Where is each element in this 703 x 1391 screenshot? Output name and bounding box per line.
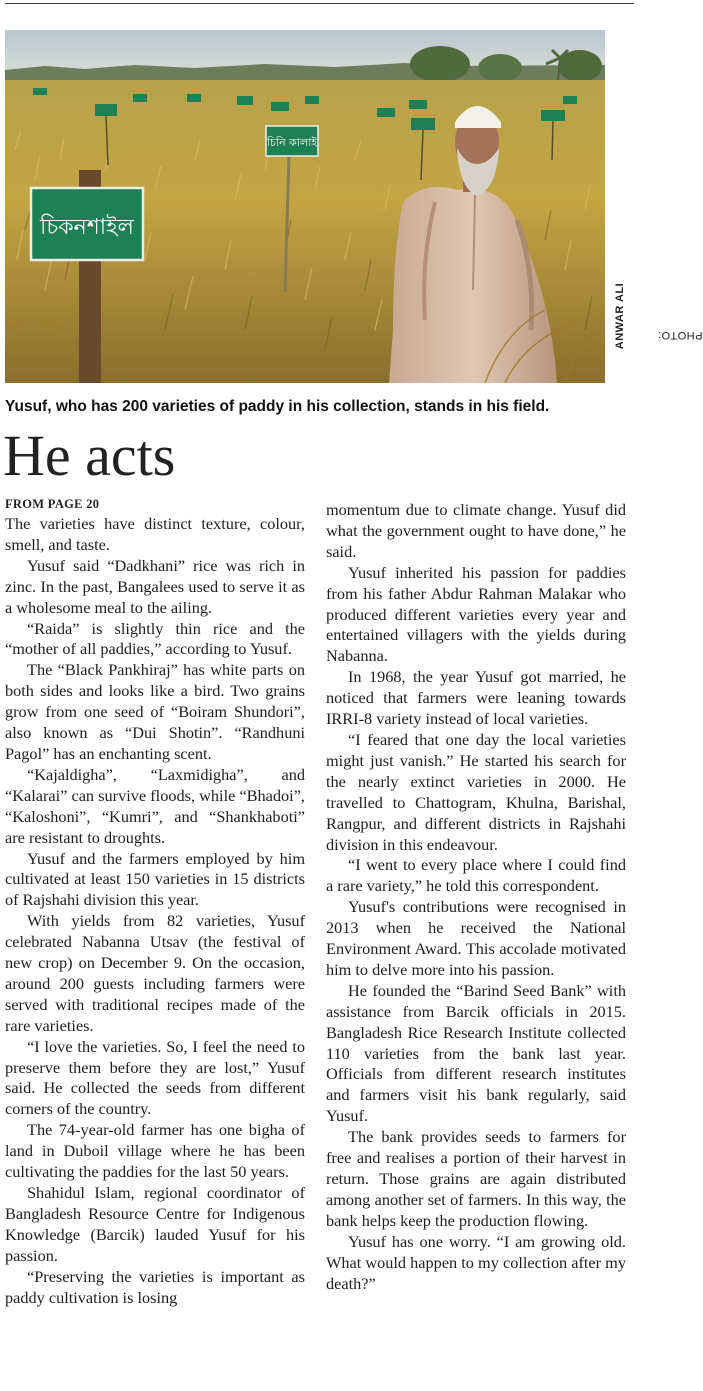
paragraph: Yusuf inherited his passion for paddies from his father Abdur Rahman Malakar who produced different varieties every year and entertained villagers with the yields during Nabanna. <box>326 562 626 666</box>
paragraph: “I went to every place where I could find a rare variety,” he told this correspondent. <box>326 855 626 896</box>
paragraph: In 1968, the year Yusuf got married, he noticed that farmers were leaning towards IRRI-8 variety instead of local varieties. <box>326 667 626 729</box>
paragraph: Yusuf's contributions were recognised in 2013 when he received the National Environment Award. This accolade motivated him to delve more into his passion. <box>326 897 626 979</box>
headline: He acts <box>3 423 176 488</box>
paragraph: momentum due to climate change. Yusuf did what the government ought to have done,” he said. <box>326 500 626 561</box>
paragraph: The 74-year-old farmer has one bigha of land in Duboil village where he has been cultivating the paddies for the last 50 years. <box>5 1120 305 1182</box>
photo-credit <box>606 250 703 383</box>
paragraph: “Preserving the varieties is important as paddy cultivation is losing <box>5 1266 305 1307</box>
article-column-2 <box>326 500 626 1294</box>
paragraph: “Kajaldigha”, “Laxmidigha”, and “Kalarai” can survive floods, while “Bhadoi”, “Kaloshoni”, “Kumri”, and “Shankhaboti” are resistant to droughts. <box>5 764 305 847</box>
paragraph: With yields from 82 varieties, Yusuf celebrated Nabanna Utsav (the festival of new crop) on December 9. On the occasion, around 200 guests including farmers were served with traditional recipes made of the rare varieties. <box>5 911 305 1035</box>
news-photo <box>5 30 605 383</box>
jump-line: FROM PAGE 20 <box>5 497 100 511</box>
paragraph: Yusuf has one worry. “I am growing old. What would happen to my collection after my death?” <box>326 1231 626 1293</box>
paragraph: “Raida” is slightly thin rice and the “mother of all paddies,” according to Yusuf. <box>5 618 305 659</box>
photo-caption: Yusuf, who has 200 varieties of paddy in his collection, stands in his field. <box>5 398 550 415</box>
photo-credit-prefix: PHOTO: <box>657 329 703 342</box>
top-rule <box>5 3 634 4</box>
paragraph: He founded the “Barind Seed Bank” with assistance from Barcik officials in 2015. Bangladesh Rice Research Institute collected 110 varieties from the bank last year. Officials from different research institutes and farmers visit his bank regularly, said Yusuf. <box>326 980 626 1126</box>
paragraph: Yusuf and the farmers employed by him cultivated at least 150 varieties in 15 districts of Rajshahi division this year. <box>5 848 305 910</box>
paragraph: The varieties have distinct texture, colour, smell, and taste. <box>5 514 305 554</box>
paragraph: “I love the varieties. So, I feel the need to preserve them before they are lost,” Yusuf said. He collected the seeds from different corners of the country. <box>5 1036 305 1119</box>
paragraph: “I feared that one day the local varieties might just vanish.” He started his search for the nearly extinct varieties in 2000. He travelled to Chattogram, Khulna, Barishal, Rangpur, and different districts in Rajshahi division in this endeavour. <box>326 729 626 854</box>
paragraph: Shahidul Islam, regional coordinator of Bangladesh Resource Centre for Indigenous Knowledge (Barcik) lauded Yusuf for his passion. <box>5 1183 305 1265</box>
sign-middle-text: চিনি কালাই <box>266 136 318 149</box>
photo-credit-name: ANWAR ALI <box>614 282 626 350</box>
paragraph: The bank provides seeds to farmers for free and realises a portion of their harvest in return. Those grains are again distributed among another set of farmers. In this way, the bank helps keep the production flowing. <box>326 1127 626 1230</box>
paragraph: Yusuf said “Dadkhani” rice was rich in zinc. In the past, Bangalees used to serve it as a wholesome meal to the ailing. <box>5 555 305 617</box>
sign-main-text: চিকনশাইল <box>40 215 134 240</box>
paragraph: The “Black Pankhiraj” has white parts on both sides and looks like a bird. Two grains grow from one seed of “Boiram Shundori”, also known as “Dui Shotin”. “Randhuni Pagol” has an enchanting scent. <box>5 660 305 763</box>
article-column-1 <box>5 514 305 1308</box>
